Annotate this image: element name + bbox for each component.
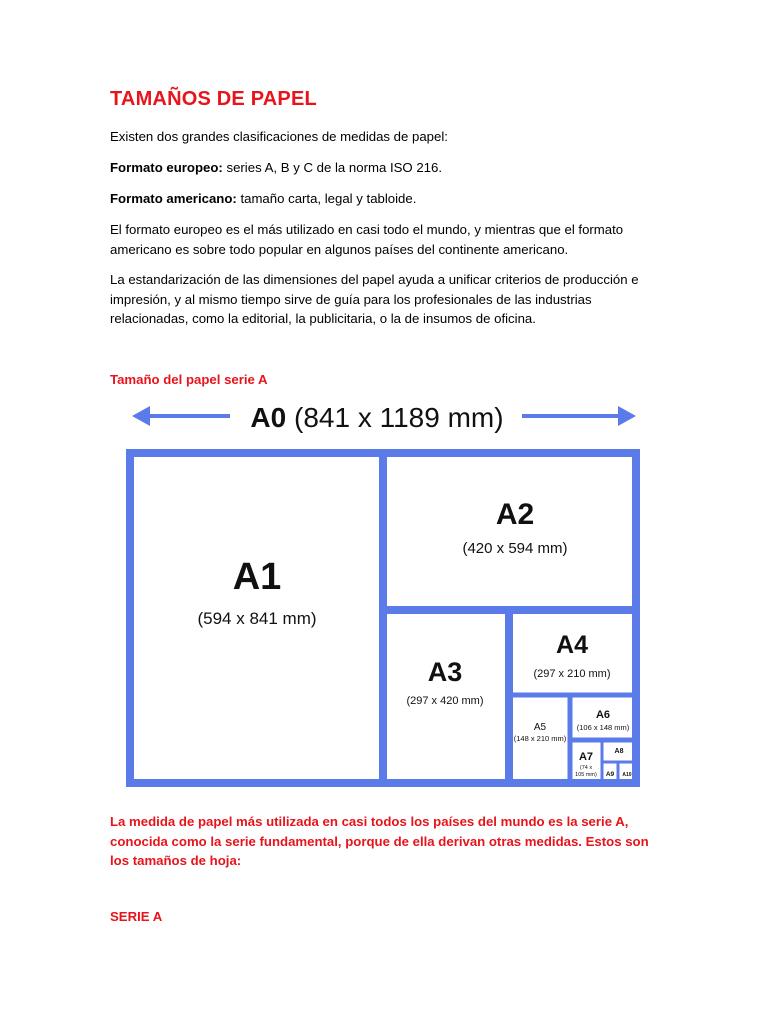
a7-dims-line2: 105 mm) — [575, 772, 597, 778]
intro-paragraph: Existen dos grandes clasificaciones de medidas de papel: — [110, 129, 448, 144]
a8-name: A8 — [614, 748, 624, 755]
usage-paragraph: El formato europeo es el más utilizado en casi todo el mundo, y mientras que el formato americano es sobre todo popular en algunos países del continente americano. — [110, 222, 624, 257]
a5-dims: (148 x 210 mm) — [513, 734, 567, 743]
european-format-label: Formato europeo: — [110, 160, 223, 175]
european-format-text: series A, B y C de la norma ISO 216. — [222, 160, 442, 175]
a7-name: A7 — [578, 751, 594, 763]
a5-name: A5 — [533, 722, 547, 733]
a6-dims: (106 x 148 mm) — [576, 723, 630, 732]
page-title: TAMAÑOS DE PAPEL — [110, 88, 317, 110]
section-heading-serie-a: SERIE A — [110, 909, 163, 924]
a1-name: A1 — [232, 556, 282, 598]
a1-dims: (594 x 841 mm) — [197, 609, 317, 628]
a2-dims: (420 x 594 mm) — [462, 540, 568, 557]
a7-dims-line1: (74 x — [579, 765, 593, 771]
a9-name: A9 — [605, 771, 615, 778]
paper-sizes-svg — [110, 396, 650, 796]
figure-caption: Tamaño del papel serie A — [110, 372, 268, 387]
a0-name: A0 — [250, 402, 287, 433]
paper-sizes-diagram — [110, 396, 650, 796]
arrow-left-icon — [132, 406, 150, 426]
a3-dims: (297 x 420 mm) — [406, 695, 484, 707]
a2-name: A2 — [495, 498, 535, 531]
a0-dims: (841 x 1189 mm) — [294, 402, 504, 433]
american-format-line — [110, 189, 670, 209]
a0-label — [250, 402, 503, 433]
standardization-paragraph: La estandarización de las dimensiones del papel ayuda a unificar criterios de producción e impresión, y al mismo tiempo sirve de guía para los profesionales de las industrias relacionadas, como la editorial, la publicitaria, o la de insumos de oficina. — [110, 272, 639, 326]
a3-name: A3 — [427, 657, 463, 687]
arrow-right-icon — [618, 406, 636, 426]
european-format-line — [110, 158, 670, 178]
a6-name: A6 — [595, 709, 611, 721]
a10-name: A10 — [622, 772, 632, 778]
american-format-text: tamaño carta, legal y tabloide. — [236, 191, 417, 206]
a4-name: A4 — [556, 631, 588, 659]
american-format-label: Formato americano: — [110, 191, 237, 206]
a4-dims: (297 x 210 mm) — [533, 668, 611, 680]
serie-a-paragraph: La medida de papel más utilizada en casi todos los países del mundo es la serie A, conocida como la serie fundamental, porque de ella derivan otras medidas. Estos son los tamaños de hoja: — [110, 814, 649, 868]
